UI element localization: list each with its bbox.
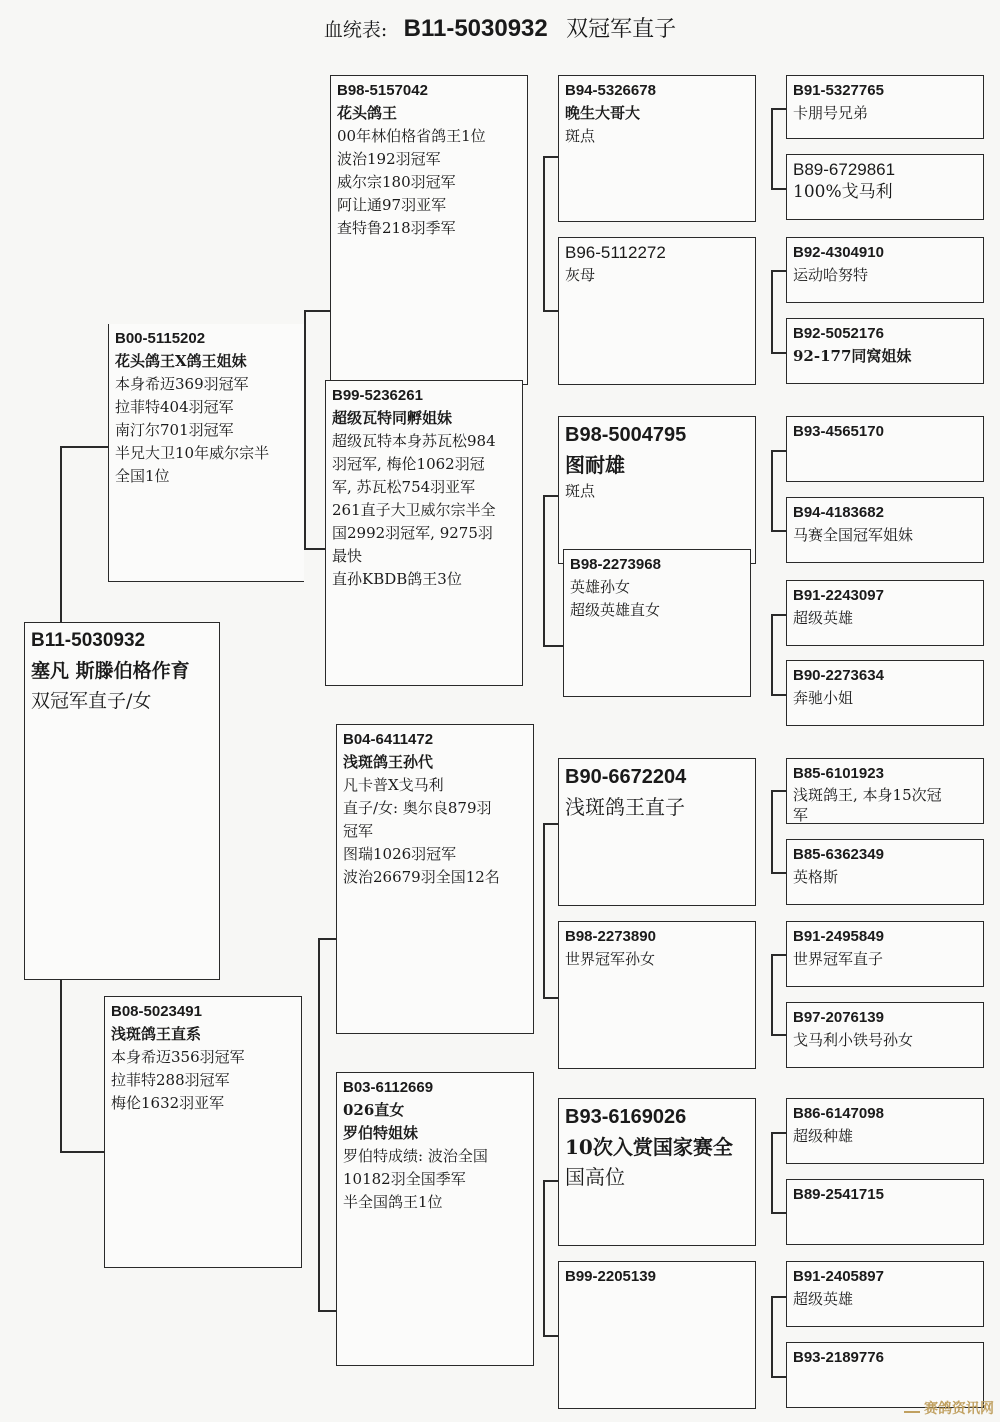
connector [771, 790, 787, 792]
connector [543, 823, 545, 997]
connector [60, 446, 62, 626]
connector [543, 1180, 559, 1182]
connector [771, 188, 787, 190]
ggp7-line: 国高位 [565, 1165, 625, 1189]
ggp2-ring: B96-5112272 [565, 243, 666, 262]
ggp-box-3 [558, 416, 756, 564]
connector [771, 1296, 787, 1298]
gp1-line: 查特鲁218羽季军 [337, 219, 456, 237]
gp4-line: 026直女 [343, 1101, 405, 1119]
g5-ring: B93-4565170 [793, 423, 884, 440]
ggp8-ring: B99-2205139 [565, 1268, 656, 1285]
dam-line: 浅斑鸽王直系 [111, 1025, 202, 1043]
connector [60, 1151, 106, 1153]
gp2-line: 超级瓦特同孵姐妹 [332, 409, 453, 427]
g13-ring: B86-6147098 [793, 1105, 884, 1122]
ggp7-ring: B93-6169026 [565, 1106, 687, 1128]
g12-ring: B97-2076139 [793, 1009, 884, 1026]
gp2-line: 军, 苏瓦松754羽亚军 [332, 478, 476, 496]
gggp-box-8 [786, 660, 984, 726]
g3-ring: B92-4304910 [793, 244, 884, 261]
g6-ring: B94-4183682 [793, 504, 884, 521]
connector [771, 108, 787, 110]
gp2-line: 国2992羽冠军, 9275羽 [332, 524, 493, 542]
gggp-box-9 [786, 758, 984, 824]
watermark-text: 赛鸽资讯网 [924, 1400, 994, 1416]
subject-line: 双冠军直子/女 [31, 690, 152, 712]
ggp6-line: 世界冠军孙女 [565, 950, 656, 968]
gp4-line: 罗伯特姐妹 [343, 1124, 419, 1142]
g8-ring: B90-2273634 [793, 667, 884, 684]
connector [543, 823, 559, 825]
connector [543, 1335, 559, 1337]
sire-line: 花头鸽王X鸽王姐妹 [115, 352, 247, 370]
sire-line: 拉菲特404羽冠军 [115, 398, 234, 416]
g2-line: 100%戈马利 [793, 182, 893, 202]
gggp-box-3 [786, 237, 984, 303]
g4-line: 92-177同窝姐妹 [793, 347, 912, 365]
connector [304, 310, 332, 312]
gggp-box-7 [786, 580, 984, 646]
title-ring: B11-5030932 [403, 15, 548, 42]
gp4-ring: B03-6112669 [343, 1079, 434, 1096]
ggp3-line: 斑点 [565, 482, 596, 500]
g15-ring: B91-2405897 [793, 1268, 884, 1285]
grandparent-box-4 [336, 1072, 534, 1366]
connector [771, 954, 773, 1034]
grandparent-box-1 [330, 75, 528, 385]
connector [304, 548, 326, 550]
dam-line: 拉菲特288羽冠军 [111, 1071, 230, 1089]
gggp-box-12 [786, 1002, 984, 1068]
connector [543, 495, 545, 645]
gp2-ring: B99-5236261 [332, 387, 423, 404]
gp1-line: 阿让通97羽亚军 [337, 196, 447, 214]
ggp-box-8 [558, 1261, 756, 1409]
gggp-box-6 [786, 497, 984, 563]
gp1-ring: B98-5157042 [337, 82, 428, 99]
connector [771, 614, 773, 694]
g1-ring: B91-5327765 [793, 82, 884, 99]
g6-line: 马赛全国冠军姐妹 [793, 526, 914, 544]
gggp-box-2 [786, 154, 984, 220]
gggp-box-11 [786, 921, 984, 987]
gp2-line: 最快 [332, 547, 363, 565]
gp4-line: 10182羽全国季军 [343, 1170, 466, 1188]
g14-ring: B89-2541715 [793, 1186, 884, 1203]
g3-line: 运动哈努特 [793, 266, 869, 284]
g8-line: 奔驰小姐 [793, 689, 854, 707]
sire-ring: B00-5115202 [115, 330, 206, 347]
gp3-line: 波治26679羽全国12名 [343, 868, 500, 886]
ggp-box-1 [558, 75, 756, 222]
ggp7-line: 10次入赏国家赛全 [565, 1135, 733, 1159]
g9-line: 军 [793, 806, 809, 824]
gp1-line: 波治192羽冠军 [337, 150, 441, 168]
connector [771, 954, 787, 956]
gp4-line: 半全国鸽王1位 [343, 1193, 443, 1211]
g9-line: 浅斑鸽王, 本身15次冠 [793, 786, 942, 804]
connector [771, 108, 773, 188]
g15-line: 超级英雄 [793, 1290, 854, 1308]
connector [771, 352, 787, 354]
g2-ring: B89-6729861 [793, 160, 896, 179]
connector [543, 1180, 545, 1335]
gp2-line: 261直子大卫威尔宗半全 [332, 501, 496, 519]
g4-ring: B92-5052176 [793, 325, 884, 342]
ggp-box-4 [563, 549, 751, 697]
gggp-box-4 [786, 318, 984, 384]
title-desc: 双冠军直子 [566, 17, 677, 42]
gp2-line: 直孙KBDB鸽王3位 [332, 570, 462, 588]
ggp2-line: 灰母 [565, 266, 596, 284]
ggp1-line: 斑点 [565, 127, 596, 145]
title-label: 血统表: [323, 19, 388, 41]
ggp4-line: 英雄孙女 [570, 578, 631, 596]
gggp-box-1 [786, 75, 984, 139]
ggp3-line: 图耐雄 [565, 453, 625, 477]
connector [543, 495, 559, 497]
connector [318, 1310, 336, 1312]
connector [543, 156, 559, 158]
connector [304, 310, 306, 548]
ggp-box-7 [558, 1098, 756, 1246]
ggp-box-5 [558, 758, 756, 906]
g10-line: 英格斯 [793, 868, 839, 886]
grandparent-box-3 [336, 724, 534, 1034]
connector [60, 446, 110, 448]
ggp1-ring: B94-5326678 [565, 82, 656, 99]
connector [771, 694, 787, 696]
gp3-line: 直子/女: 奥尔良879羽 [343, 799, 492, 817]
gp3-line: 图瑞1026羽冠军 [343, 845, 457, 863]
ggp6-ring: B98-2273890 [565, 928, 656, 945]
g11-ring: B91-2495849 [793, 928, 884, 945]
crest-icon [904, 1399, 920, 1413]
gp1-line: 00年林伯格省鸽王1位 [337, 127, 486, 145]
g7-ring: B91-2243097 [793, 587, 884, 604]
connector [771, 450, 787, 452]
g1-line: 卡朋号兄弟 [793, 104, 869, 122]
dam-line: 梅伦1632羽亚军 [111, 1094, 225, 1112]
gp4-line: 罗伯特成绩: 波治全国 [343, 1147, 488, 1165]
gp2-line: 超级瓦特本身苏瓦松984 [332, 432, 496, 450]
connector [771, 790, 773, 872]
gp3-line: 凡卡普X戈马利 [343, 776, 444, 794]
ggp-box-2 [558, 237, 756, 385]
g7-line: 超级英雄 [793, 609, 854, 627]
subject-name: 塞凡 斯滕伯格作育 [31, 660, 190, 682]
connector [771, 1132, 787, 1134]
dam-ring: B08-5023491 [111, 1003, 202, 1020]
sire-line: 全国1位 [115, 467, 170, 485]
connector [771, 530, 787, 532]
ggp3-ring: B98-5004795 [565, 424, 687, 446]
sire-line: 半兄大卫10年威尔宗半 [115, 444, 270, 462]
gggp-box-10 [786, 839, 984, 905]
gp3-line: 冠军 [343, 822, 374, 840]
g12-line: 戈马利小铁号孙女 [793, 1031, 914, 1049]
pedigree-title [0, 12, 1000, 43]
connector [771, 614, 787, 616]
g16-ring: B93-2189776 [793, 1349, 884, 1366]
gp1-line: 花头鸽王 [337, 104, 398, 122]
gggp-box-5 [786, 416, 984, 482]
connector [771, 270, 787, 272]
g10-ring: B85-6362349 [793, 846, 884, 863]
gp2-line: 羽冠军, 梅伦1062羽冠 [332, 455, 485, 473]
connector [771, 1376, 787, 1378]
g13-line: 超级种雄 [793, 1127, 854, 1145]
subject-box [24, 622, 220, 980]
ggp5-line: 浅斑鸽王直子 [565, 795, 685, 819]
connector [771, 1034, 787, 1036]
dam-line: 本身希迈356羽冠军 [111, 1048, 245, 1066]
gggp-box-13 [786, 1098, 984, 1164]
grandparent-box-2 [325, 380, 523, 686]
connector [771, 270, 773, 352]
ggp4-line: 超级英雄直女 [570, 601, 661, 619]
gp1-line: 威尔宗180羽冠军 [337, 173, 456, 191]
dam-box [104, 996, 302, 1268]
connector [543, 310, 559, 312]
connector [60, 980, 62, 1152]
g11-line: 世界冠军直子 [793, 950, 884, 968]
g9-ring: B85-6101923 [793, 765, 884, 782]
ggp4-ring: B98-2273968 [570, 556, 661, 573]
gp3-line: 浅斑鸽王孙代 [343, 753, 434, 771]
gggp-box-15 [786, 1261, 984, 1327]
ggp5-ring: B90-6672204 [565, 766, 687, 788]
connector [771, 1132, 773, 1212]
connector [543, 645, 563, 647]
connector [318, 938, 320, 1310]
gggp-box-14 [786, 1179, 984, 1245]
sire-line: 本身希迈369羽冠军 [115, 375, 249, 393]
connector [543, 997, 559, 999]
sire-box [108, 324, 304, 582]
ggp1-line: 晚生大哥大 [565, 104, 641, 122]
subject-ring: B11-5030932 [31, 630, 146, 651]
connector [771, 872, 787, 874]
connector [318, 938, 338, 940]
connector [771, 1212, 787, 1214]
gp3-ring: B04-6411472 [343, 731, 434, 748]
connector [543, 156, 545, 310]
sire-line: 南汀尔701羽冠军 [115, 421, 234, 439]
connector [771, 1296, 773, 1376]
watermark [904, 1398, 994, 1418]
connector [771, 450, 773, 530]
ggp-box-6 [558, 921, 756, 1069]
